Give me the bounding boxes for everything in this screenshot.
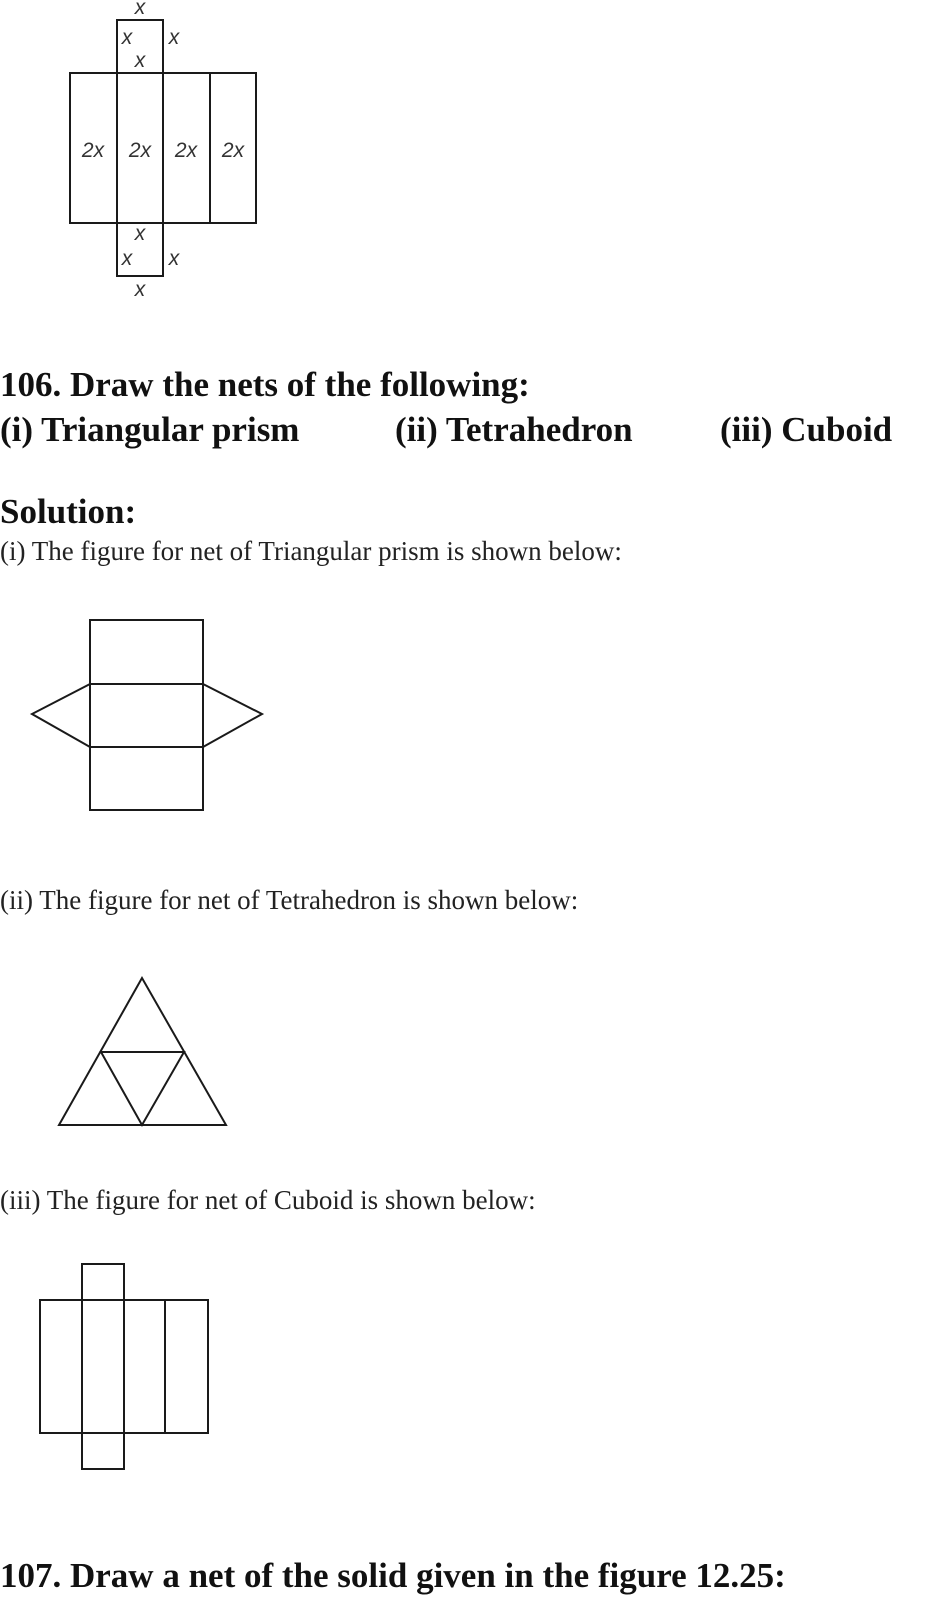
tetrahedron-net-figure <box>0 960 300 1140</box>
top-square-left-label: x <box>121 26 133 49</box>
cuboid-net-figure <box>0 1250 300 1490</box>
bottom-square-left-label: x <box>121 247 133 270</box>
question-106-option-iii: (iii) Cuboid <box>720 410 893 449</box>
top-square-top-label: x <box>134 0 146 19</box>
solution-part-iii-text: (iii) The figure for net of Cuboid is shown below: <box>0 1185 536 1215</box>
question-107-title: 107. Draw a net of the solid given in the figure 12.25: <box>0 1556 786 1595</box>
cuboid-net-labelled-figure <box>0 0 300 310</box>
solution-heading: Solution: <box>0 492 137 531</box>
bottom-square-top-label: x <box>134 222 146 245</box>
question-106-option-ii: (ii) Tetrahedron <box>395 410 633 449</box>
top-square-right-label: x <box>168 26 180 49</box>
face-4-label: 2x <box>221 139 245 162</box>
question-106-title: 106. Draw the nets of the following: <box>0 365 530 404</box>
face-1-label: 2x <box>81 139 105 162</box>
top-square-bottom-label: x <box>134 49 146 72</box>
bottom-square-right-label: x <box>168 247 180 270</box>
question-106-option-i: (i) Triangular prism <box>0 410 300 449</box>
solution-part-ii-text: (ii) The figure for net of Tetrahedron is shown below: <box>0 885 579 915</box>
solution-part-i-text: (i) The figure for net of Triangular prism is shown below: <box>0 536 622 566</box>
face-2-label: 2x <box>128 139 152 162</box>
triangular-prism-net-figure <box>0 600 300 830</box>
bottom-square-bottom-label: x <box>134 278 146 301</box>
face-3-label: 2x <box>174 139 198 162</box>
